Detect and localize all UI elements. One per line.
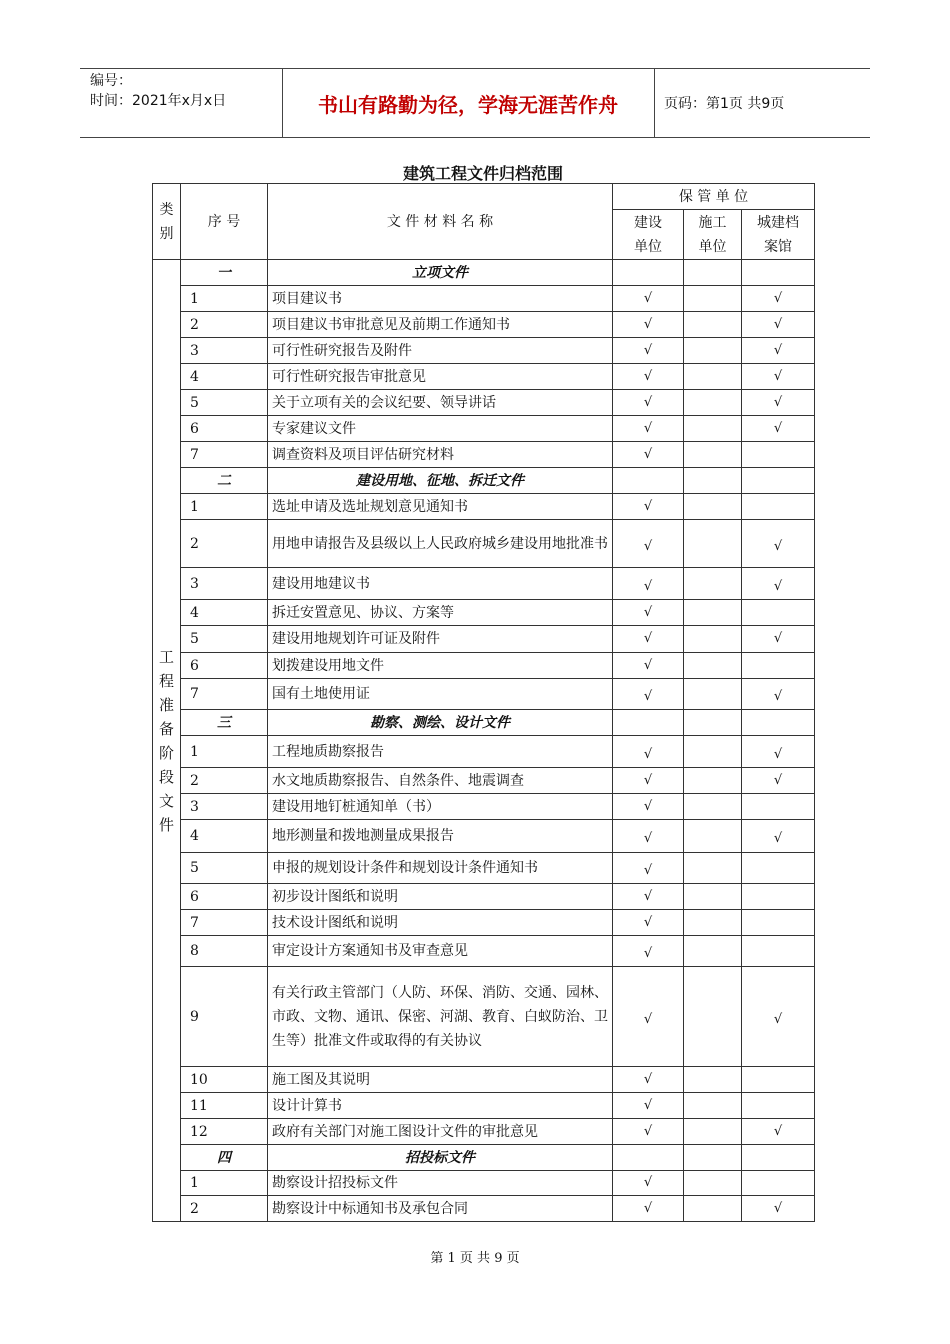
- section-row: [153, 468, 815, 494]
- row-document-name: 可行性研究报告审批意见: [268, 364, 613, 390]
- row-seq: 7: [181, 679, 268, 710]
- contractor-check: [684, 442, 742, 468]
- construction-unit-check: √: [613, 967, 684, 1067]
- row-document-name: 审定设计方案通知书及审查意见: [268, 936, 613, 967]
- table-row: [153, 736, 815, 768]
- row-document-name: 有关行政主管部门（人防、环保、消防、交通、园林、市政、文物、通讯、保密、河湖、教育、白蚁防治、卫生等）批准文件或取得的有关协议: [268, 967, 613, 1067]
- construction-unit-check: √: [613, 442, 684, 468]
- contractor-check: [684, 626, 742, 653]
- construction-unit-check: √: [613, 494, 684, 520]
- contractor-check: [684, 1171, 742, 1196]
- contractor-check: [684, 1093, 742, 1119]
- archive-check: √: [742, 1196, 815, 1222]
- section-empty-cell: [742, 468, 815, 494]
- page-header: [80, 68, 870, 138]
- table-row: [153, 286, 815, 312]
- archive-check: √: [742, 736, 815, 768]
- construction-unit-check: √: [613, 794, 684, 820]
- contractor-check: [684, 312, 742, 338]
- row-seq: 9: [181, 967, 268, 1067]
- archive-check: [742, 1171, 815, 1196]
- row-document-name: 施工图及其说明: [268, 1067, 613, 1093]
- section-row: [153, 260, 815, 286]
- header-keeper: 保 管 单 位: [613, 184, 815, 210]
- archive-check: √: [742, 390, 815, 416]
- row-document-name: 工程地质勘察报告: [268, 736, 613, 768]
- header-category-text: 类别: [159, 201, 174, 242]
- table-row: [153, 794, 815, 820]
- header-name: 文 件 材 料 名 称: [268, 184, 613, 260]
- archive-check: [742, 442, 815, 468]
- table-row: [153, 820, 815, 853]
- section-title: 建设用地、征地、拆迁文件: [268, 468, 613, 494]
- row-document-name: 可行性研究报告及附件: [268, 338, 613, 364]
- row-document-name: 政府有关部门对施工图设计文件的审批意见: [268, 1119, 613, 1145]
- row-document-name: 勘察设计招投标文件: [268, 1171, 613, 1196]
- construction-unit-check: √: [613, 853, 684, 884]
- section-number: 二: [181, 468, 268, 494]
- archive-check: √: [742, 520, 815, 568]
- construction-unit-check: √: [613, 1067, 684, 1093]
- table-row: [153, 568, 815, 600]
- archive-check: [742, 910, 815, 936]
- row-seq: 6: [181, 416, 268, 442]
- contractor-check: [684, 364, 742, 390]
- row-document-name: 拆迁安置意见、协议、方案等: [268, 600, 613, 626]
- section-empty-cell: [684, 710, 742, 736]
- table-row: [153, 967, 815, 1067]
- construction-unit-check: √: [613, 820, 684, 853]
- section-empty-cell: [613, 1145, 684, 1171]
- header-keeper-col-text: 施工单位: [698, 214, 727, 255]
- table-row: [153, 494, 815, 520]
- row-document-name: 专家建议文件: [268, 416, 613, 442]
- section-title: 招投标文件: [268, 1145, 613, 1171]
- row-seq: 12: [181, 1119, 268, 1145]
- table-row: [153, 390, 815, 416]
- row-document-name: 选址申请及选址规划意见通知书: [268, 494, 613, 520]
- archive-check: √: [742, 364, 815, 390]
- row-seq: 6: [181, 653, 268, 679]
- archive-check: √: [742, 967, 815, 1067]
- header-divider: [654, 69, 655, 137]
- table-row: [153, 1067, 815, 1093]
- contractor-check: [684, 416, 742, 442]
- document-time-label: 时间：2021年x月x日: [90, 93, 227, 109]
- contractor-check: [684, 794, 742, 820]
- construction-unit-check: √: [613, 884, 684, 910]
- archive-check: √: [742, 820, 815, 853]
- row-document-name: 关于立项有关的会议纪要、领导讲话: [268, 390, 613, 416]
- contractor-check: [684, 1119, 742, 1145]
- archive-check: √: [742, 312, 815, 338]
- row-seq: 10: [181, 1067, 268, 1093]
- table-row: [153, 679, 815, 710]
- section-title: 勘察、测绘、设计文件: [268, 710, 613, 736]
- table-row: [153, 936, 815, 967]
- table-row: [153, 600, 815, 626]
- category-label: 工程准备阶段文件: [159, 647, 175, 834]
- contractor-check: [684, 1196, 742, 1222]
- row-seq: 5: [181, 390, 268, 416]
- section-empty-cell: [613, 260, 684, 286]
- contractor-check: [684, 520, 742, 568]
- table-row: [153, 910, 815, 936]
- contractor-check: [684, 286, 742, 312]
- row-seq: 4: [181, 600, 268, 626]
- archive-check: [742, 653, 815, 679]
- archive-check: √: [742, 568, 815, 600]
- row-seq: 1: [181, 286, 268, 312]
- category-cell: [153, 260, 181, 1222]
- table-row: [153, 884, 815, 910]
- construction-unit-check: √: [613, 338, 684, 364]
- header-keeper-col-text: 建设单位: [634, 214, 662, 255]
- section-title: 立项文件: [268, 260, 613, 286]
- contractor-check: [684, 820, 742, 853]
- row-seq: 4: [181, 364, 268, 390]
- construction-unit-check: √: [613, 1171, 684, 1196]
- header-seq: 序 号: [181, 184, 268, 260]
- row-seq: 7: [181, 442, 268, 468]
- section-empty-cell: [742, 260, 815, 286]
- archive-check: [742, 494, 815, 520]
- row-seq: 1: [181, 494, 268, 520]
- table-row: [153, 338, 815, 364]
- row-seq: 11: [181, 1093, 268, 1119]
- contractor-check: [684, 967, 742, 1067]
- contractor-check: [684, 768, 742, 794]
- row-seq: 3: [181, 794, 268, 820]
- row-document-name: 设计计算书: [268, 1093, 613, 1119]
- construction-unit-check: √: [613, 520, 684, 568]
- row-seq: 3: [181, 338, 268, 364]
- archive-scope-table: [152, 183, 815, 1222]
- construction-unit-check: √: [613, 568, 684, 600]
- row-seq: 4: [181, 820, 268, 853]
- header-row: [153, 184, 815, 210]
- construction-unit-check: √: [613, 312, 684, 338]
- table-body: [153, 184, 815, 1222]
- row-document-name: 建设用地规划许可证及附件: [268, 626, 613, 653]
- row-document-name: 技术设计图纸和说明: [268, 910, 613, 936]
- construction-unit-check: √: [613, 736, 684, 768]
- archive-check: [742, 1093, 815, 1119]
- table-row: [153, 312, 815, 338]
- row-document-name: 建设用地建议书: [268, 568, 613, 600]
- row-seq: 8: [181, 936, 268, 967]
- archive-check: [742, 794, 815, 820]
- row-seq: 3: [181, 568, 268, 600]
- section-empty-cell: [613, 710, 684, 736]
- construction-unit-check: √: [613, 416, 684, 442]
- contractor-check: [684, 390, 742, 416]
- construction-unit-check: √: [613, 679, 684, 710]
- section-empty-cell: [742, 710, 815, 736]
- row-seq: 5: [181, 853, 268, 884]
- construction-unit-check: √: [613, 626, 684, 653]
- archive-check: [742, 853, 815, 884]
- table-row: [153, 520, 815, 568]
- row-seq: 2: [181, 520, 268, 568]
- row-document-name: 初步设计图纸和说明: [268, 884, 613, 910]
- archive-check: [742, 1067, 815, 1093]
- row-seq: 1: [181, 736, 268, 768]
- row-document-name: 勘察设计中标通知书及承包合同: [268, 1196, 613, 1222]
- row-document-name: 申报的规划设计条件和规划设计条件通知书: [268, 853, 613, 884]
- contractor-check: [684, 338, 742, 364]
- row-document-name: 水文地质勘察报告、自然条件、地震调查: [268, 768, 613, 794]
- construction-unit-check: √: [613, 286, 684, 312]
- archive-check: [742, 600, 815, 626]
- header-category: [153, 184, 181, 260]
- row-seq: 6: [181, 884, 268, 910]
- construction-unit-check: √: [613, 936, 684, 967]
- table-row: [153, 653, 815, 679]
- contractor-check: [684, 679, 742, 710]
- construction-unit-check: √: [613, 390, 684, 416]
- row-document-name: 划拨建设用地文件: [268, 653, 613, 679]
- construction-unit-check: √: [613, 1196, 684, 1222]
- contractor-check: [684, 884, 742, 910]
- section-empty-cell: [613, 468, 684, 494]
- table-row: [153, 364, 815, 390]
- section-number: 一: [181, 260, 268, 286]
- table-row: [153, 626, 815, 653]
- table-row: [153, 768, 815, 794]
- archive-check: √: [742, 416, 815, 442]
- construction-unit-check: √: [613, 1119, 684, 1145]
- row-document-name: 国有土地使用证: [268, 679, 613, 710]
- section-row: [153, 710, 815, 736]
- row-document-name: 调查资料及项目评估研究材料: [268, 442, 613, 468]
- section-number: 四: [181, 1145, 268, 1171]
- table-row: [153, 1171, 815, 1196]
- construction-unit-check: √: [613, 600, 684, 626]
- contractor-check: [684, 568, 742, 600]
- row-document-name: 建设用地钉桩通知单（书）: [268, 794, 613, 820]
- section-empty-cell: [742, 1145, 815, 1171]
- table-row: [153, 442, 815, 468]
- header-motto: 书山有路勤为径，学海无涯苦作舟: [318, 92, 618, 117]
- construction-unit-check: √: [613, 653, 684, 679]
- header-meta: [90, 71, 226, 111]
- construction-unit-check: √: [613, 364, 684, 390]
- contractor-check: [684, 736, 742, 768]
- section-row: [153, 1145, 815, 1171]
- construction-unit-check: √: [613, 768, 684, 794]
- header-keeper-col-text: 城建档案馆: [757, 214, 800, 255]
- row-document-name: 项目建议书: [268, 286, 613, 312]
- archive-check: √: [742, 286, 815, 312]
- row-document-name: 地形测量和拨地测量成果报告: [268, 820, 613, 853]
- contractor-check: [684, 1067, 742, 1093]
- contractor-check: [684, 853, 742, 884]
- row-seq: 5: [181, 626, 268, 653]
- row-seq: 7: [181, 910, 268, 936]
- document-title: 建筑工程文件归档范围: [402, 164, 563, 183]
- table-row: [153, 1119, 815, 1145]
- construction-unit-check: √: [613, 1093, 684, 1119]
- archive-check: √: [742, 1119, 815, 1145]
- table-row: [153, 1093, 815, 1119]
- table-row: [153, 416, 815, 442]
- row-seq: 2: [181, 312, 268, 338]
- section-empty-cell: [684, 260, 742, 286]
- header-keeper-col: [613, 210, 684, 260]
- row-document-name: 用地申请报告及县级以上人民政府城乡建设用地批准书: [268, 520, 613, 568]
- section-empty-cell: [684, 1145, 742, 1171]
- header-keeper-col: [684, 210, 742, 260]
- archive-check: [742, 936, 815, 967]
- contractor-check: [684, 936, 742, 967]
- archive-check: √: [742, 679, 815, 710]
- archive-check: √: [742, 626, 815, 653]
- archive-check: √: [742, 338, 815, 364]
- section-empty-cell: [684, 468, 742, 494]
- contractor-check: [684, 910, 742, 936]
- page-footer: 第 1 页 共 9 页: [430, 1251, 520, 1266]
- section-number: 三: [181, 710, 268, 736]
- contractor-check: [684, 653, 742, 679]
- document-number-label: 编号：: [90, 73, 132, 89]
- construction-unit-check: √: [613, 910, 684, 936]
- row-seq: 2: [181, 1196, 268, 1222]
- header-keeper-col: [742, 210, 815, 260]
- header-page-label: 页码：第1页 共9页: [664, 96, 785, 112]
- archive-check: [742, 884, 815, 910]
- row-document-name: 项目建议书审批意见及前期工作通知书: [268, 312, 613, 338]
- row-seq: 1: [181, 1171, 268, 1196]
- contractor-check: [684, 494, 742, 520]
- table-row: [153, 853, 815, 884]
- archive-check: √: [742, 768, 815, 794]
- table-row: [153, 1196, 815, 1222]
- contractor-check: [684, 600, 742, 626]
- row-seq: 2: [181, 768, 268, 794]
